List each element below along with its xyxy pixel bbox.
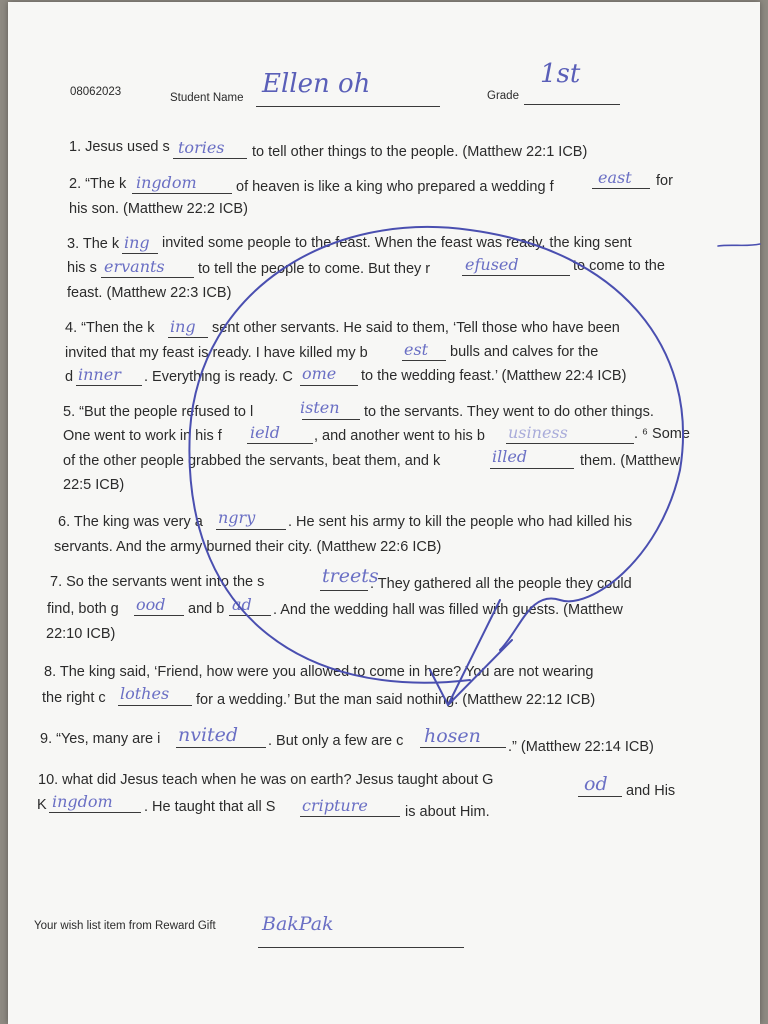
- q3-text-e: to come to the: [573, 258, 665, 274]
- q10-text-e: is about Him.: [405, 804, 490, 820]
- q5-text-f: of the other people grabbed the servants, beat them, and k: [63, 453, 441, 469]
- q6-text-a: 6. The king was very a: [58, 514, 203, 530]
- q9-text-b: . But only a few are c: [268, 733, 404, 749]
- q8-text-a: 8. The king said, ‘Friend, how were you allowed to come in here? You are not wearing: [44, 664, 594, 680]
- q5-text-g: them. (Matthew: [580, 453, 680, 469]
- q4-answer-3: inner: [78, 365, 121, 384]
- q4-text-d: bulls and calves for the: [450, 344, 599, 360]
- q2-text-b: of heaven is like a king who prepared a wedding f: [236, 179, 554, 195]
- q7-text-b: . They gathered all the people they could: [370, 576, 632, 592]
- q2-text-a: 2. “The k: [69, 176, 127, 192]
- wish-list-value: BakPak: [262, 913, 334, 935]
- q10-text-a: 10. what did Jesus teach when he was on earth? Jesus taught about G: [38, 772, 494, 788]
- student-name-label: Student Name: [170, 92, 244, 104]
- q10-text-d: . He taught that all S: [144, 799, 276, 815]
- q5-text-a: 5. “But the people refused to l: [63, 404, 254, 420]
- q5-text-d: , and another went to his b: [314, 428, 485, 444]
- grade-label: Grade: [487, 90, 519, 102]
- q9-answer-1: nvited: [178, 724, 239, 746]
- q10-text-b: and His: [626, 783, 676, 799]
- q3-text-d: to tell the people to come. But they r: [198, 261, 431, 277]
- q4-text-b: sent other servants. He said to them, ‘Tell those who have been: [212, 320, 620, 336]
- q6-text-c: servants. And the army burned their city. (Matthew 22:6 ICB): [54, 539, 442, 555]
- q7-answer-2: ood: [136, 595, 166, 614]
- q10-answer-2: ingdom: [52, 792, 113, 811]
- q7-text-e: . And the wedding hall was filled with guests. (Matthew: [273, 602, 623, 618]
- q7-text-d: and b: [188, 601, 225, 617]
- q7-text-f: 22:10 ICB): [46, 626, 116, 642]
- q7-text-c: find, both g: [47, 601, 119, 617]
- q3-answer-3: efused: [465, 255, 519, 274]
- q4-answer-1: ing: [170, 317, 196, 336]
- q2-text-c: for: [656, 173, 673, 189]
- q4-text-f: . Everything is ready. C: [144, 369, 293, 385]
- document-id: 08062023: [70, 86, 122, 98]
- q5-answer-2: ield: [250, 423, 280, 442]
- q7-text-a: 7. So the servants went into the s: [50, 574, 265, 590]
- wish-list-label: Your wish list item from Reward Gift: [34, 920, 216, 932]
- q3-text-a: 3. The k: [67, 236, 120, 252]
- q5-text-h: 22:5 ICB): [63, 477, 125, 493]
- q10-text-c: K: [37, 797, 47, 813]
- q3-text-b: invited some people to the feast. When the feast was ready, the king sent: [162, 235, 632, 251]
- q4-text-e: d: [65, 369, 74, 385]
- q10-answer-1: od: [584, 773, 608, 795]
- q5-text-b: to the servants. They went to do other things.: [364, 404, 654, 420]
- q8-answer-1: lothes: [120, 684, 170, 703]
- q4-text-c: invited that my feast is ready. I have killed my b: [65, 345, 368, 361]
- q9-answer-2: hosen: [424, 725, 481, 747]
- q1-answer: tories: [178, 138, 225, 157]
- q3-text-f: feast. (Matthew 22:3 ICB): [67, 285, 232, 301]
- q4-answer-2: est: [404, 340, 429, 359]
- q2-answer-1: ingdom: [136, 173, 197, 192]
- q6-answer-1: ngry: [218, 508, 256, 527]
- pen-margin-stroke: [718, 244, 760, 246]
- q9-text-a: 9. “Yes, many are i: [40, 731, 161, 747]
- q3-answer-1: ing: [124, 233, 150, 252]
- q8-text-c: for a wedding.’ But the man said nothing. (Matthew 22:12 ICB): [196, 692, 596, 708]
- q5-text-c: One went to work in his f: [63, 428, 222, 444]
- q9-text-c: .” (Matthew 22:14 ICB): [508, 739, 654, 755]
- pen-tick-mark: [430, 600, 512, 705]
- student-name-value: Ellen oh: [262, 69, 371, 99]
- q4-text-g: to the wedding feast.’ (Matthew 22:4 ICB): [361, 368, 627, 384]
- pen-circle-mark: [189, 227, 683, 683]
- q1-text-a: 1. Jesus used s: [69, 139, 170, 155]
- q3-answer-2: ervants: [104, 257, 165, 276]
- q5-answer-3: usiness: [508, 423, 568, 442]
- q8-text-b: the right c: [42, 690, 106, 706]
- q1-text-b: to tell other things to the people. (Matthew 22:1 ICB): [252, 144, 588, 160]
- q5-answer-1: isten: [300, 398, 340, 417]
- q3-text-c: his s: [67, 260, 97, 276]
- q10-answer-3: cripture: [302, 796, 368, 815]
- q6-text-b: . He sent his army to kill the people who had killed his: [288, 514, 633, 530]
- q5-text-e: . ⁶ Some: [634, 426, 690, 442]
- q2-text-d: his son. (Matthew 22:2 ICB): [69, 201, 248, 217]
- q4-answer-4: ome: [302, 364, 337, 383]
- q7-answer-3: ad: [232, 595, 252, 614]
- q4-text-a: 4. “Then the k: [65, 320, 155, 336]
- q5-answer-4: illed: [492, 447, 528, 466]
- q7-answer-1: treets: [322, 565, 379, 587]
- grade-value: 1st: [540, 59, 581, 89]
- q2-answer-2: east: [598, 168, 632, 187]
